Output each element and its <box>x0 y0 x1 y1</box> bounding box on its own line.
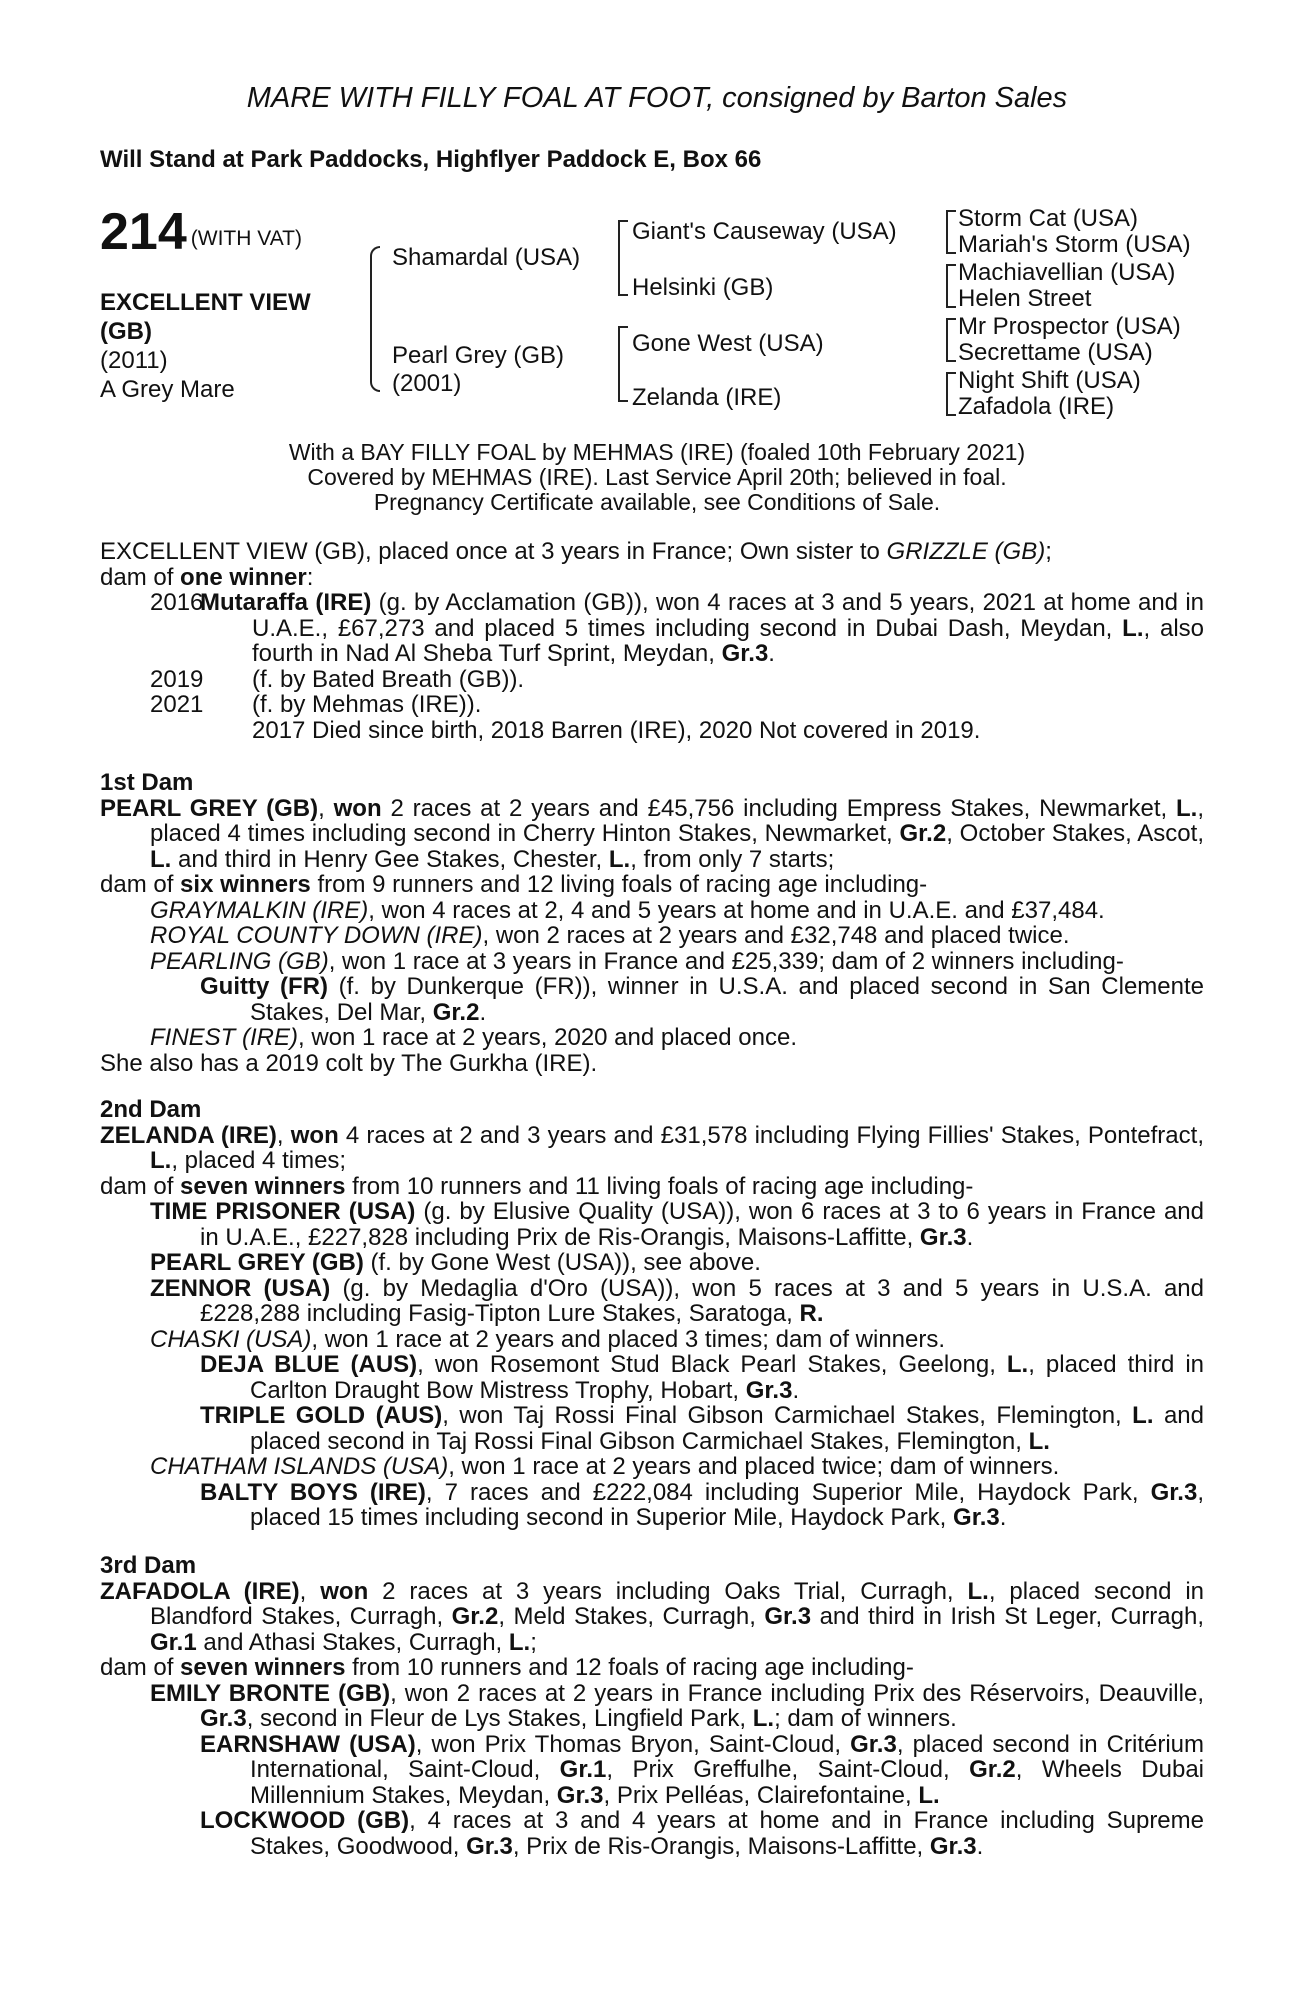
produce-entry: TRIPLE GOLD (AUS), won Taj Rossi Final Gibson Carmichael Stakes, Flemington, L. and placed second in Taj Rossi Final Gibson Carmichael Stakes, Flemington, L. <box>200 1402 1204 1455</box>
produce-entry: ZENNOR (USA) (g. by Medaglia d'Oro (USA)), won 5 races at 3 and 5 years in U.S.A. and £228,288 including Fasig-Tipton Lure Stakes, Saratoga, R. <box>150 1274 1205 1327</box>
produce-entry: EARNSHAW (USA), won Prix Thomas Bryon, Saint-Cloud, Gr.3, placed second in Critérium International, Saint-Cloud, Gr.1, Prix Greffulhe, Saint-Cloud, Gr.2, Wheels Dubai Millennium Stakes, Meydan, Gr.3, Prix Pelléas, Clairefontaine, L. <box>200 1730 1205 1809</box>
page-title: MARE WITH FILLY FOAL AT FOOT, consigned by Barton Sales <box>246 82 1068 114</box>
pedigree-brace <box>618 326 628 402</box>
dam-produce-summary: dam of six winners from 9 runners and 12 living foals of racing age including- <box>100 871 928 898</box>
mare-produce-summary: dam of one winner: <box>100 563 314 591</box>
section-heading: 1st Dam <box>100 769 194 796</box>
horse-year: (2011) <box>100 347 168 374</box>
pedigree-sire: Shamardal (USA) <box>392 244 581 271</box>
produce-entry: CHATHAM ISLANDS (USA), won 1 race at 2 years and placed twice; dam of winners. <box>150 1453 1060 1480</box>
dam-produce-summary: dam of seven winners from 10 runners and 12 foals of racing age including- <box>100 1654 914 1681</box>
first-dam-section <box>100 770 1204 1076</box>
pedigree-brace <box>946 264 956 308</box>
second-dam-section <box>100 1097 1204 1531</box>
pedigree-sds: Machiavellian (USA) <box>958 259 1176 286</box>
pedigree-sire-dam: Helsinki (GB) <box>632 274 774 301</box>
pedigree-brace <box>946 318 956 362</box>
foal-line: With a BAY FILLY FOAL by MEHMAS (IRE) (foaled 10th February 2021) <box>288 439 1026 465</box>
produce-entry: PEARL GREY (GB) (f. by Gone West (USA)), see above. <box>150 1249 761 1276</box>
produce-entry: BALTY BOYS (IRE), 7 races and £222,084 including Superior Mile, Haydock Park, Gr.3, placed 15 times including second in Superior Mile, Haydock Park, Gr.3. <box>200 1478 1204 1531</box>
pedigree-dam: Pearl Grey (GB) <box>392 342 565 369</box>
pedigree-brace <box>946 372 956 416</box>
foal-info <box>0 440 1314 515</box>
dam-record: PEARL GREY (GB), won 2 races at 2 years and £45,756 including Empress Stakes, Newmarket, L., placed 4 times including second in Cherry Hinton Stakes, Newmarket, Gr.2, October Stakes, Ascot, L. and third in Henry Gee Stakes, Chester, L., from only 7 starts; <box>100 794 1204 873</box>
cover-line: Covered by MEHMAS (IRE). Last Service April 20th; believed in foal. <box>307 464 1007 490</box>
produce-entry: TIME PRISONER (USA) (g. by Elusive Quality (USA)), won 6 races at 3 to 6 years in France and in U.A.E., £227,828 including Prix de Ris-Orangis, Maisons-Laffitte, Gr.3. <box>150 1198 1204 1251</box>
stand-location: Will Stand at Park Paddocks, Highflyer Paddock E, Box 66 <box>100 146 762 173</box>
produce-entry: 2021 (f. by Mehmas (IRE)). <box>150 691 482 718</box>
produce-entry: FINEST (IRE), won 1 race at 2 years, 2020 and placed once. <box>150 1024 797 1051</box>
mare-record <box>100 539 1204 743</box>
pedigree-brace <box>946 210 956 254</box>
produce-entry: PEARLING (GB), won 1 race at 3 years in France and £25,339; dam of 2 winners including- <box>150 947 1124 975</box>
pedigree-ssd: Mariah's Storm (USA) <box>958 231 1191 258</box>
dam-record: ZELANDA (IRE), won 4 races at 2 and 3 years and £31,578 including Flying Fillies' Stakes, Pontefract, L., placed 4 times; <box>100 1121 1204 1174</box>
horse-country: (GB) <box>100 318 152 345</box>
pedigree-sdd: Helen Street <box>958 285 1092 312</box>
pedigree-dam-sire: Gone West (USA) <box>632 330 824 357</box>
pedigree-brace <box>618 220 628 296</box>
lot-number: 214 <box>100 203 187 261</box>
pedigree-dam-dam: Zelanda (IRE) <box>632 384 782 411</box>
dam-record: ZAFADOLA (IRE), won 2 races at 3 years including Oaks Trial, Curragh, L., placed second in Blandford Stakes, Curragh, Gr.2, Meld Stakes, Curragh, Gr.3 and third in Irish St Leger, Curragh, Gr.1 and Athasi Stakes, Curragh, L.; <box>100 1577 1205 1656</box>
pedigree-dss: Mr Prospector (USA) <box>958 313 1181 340</box>
horse-description: A Grey Mare <box>100 376 235 403</box>
lot-block <box>100 203 400 404</box>
produce-entry: 2016 Mutaraffa (IRE) (g. by Acclamation (GB)), won 4 races at 3 and 5 years, 2021 at home and in U.A.E., £67,273 and placed 5 times including second in Dubai Dash, Meydan, L., also fourth in Nad Al Sheba Turf Sprint, Meydan, Gr.3. <box>150 589 1205 667</box>
section-heading: 3rd Dam <box>100 1552 197 1579</box>
vat-label: (WITH VAT) <box>190 227 302 250</box>
dam-produce-summary: dam of seven winners from 10 runners and 11 living foals of racing age including- <box>100 1172 974 1200</box>
mare-summary: EXCELLENT VIEW (GB), placed once at 3 years in France; Own sister to GRIZZLE (GB); <box>100 538 1052 565</box>
pedigree-dam-year: (2001) <box>392 370 462 397</box>
pedigree-brace <box>370 246 380 392</box>
produce-entry: GRAYMALKIN (IRE), won 4 races at 2, 4 and 5 years at home and in U.A.E. and £37,484. <box>150 896 1105 924</box>
produce-entry: CHASKI (USA), won 1 race at 2 years and placed 3 times; dam of winners. <box>150 1325 946 1353</box>
produce-entry: ROYAL COUNTY DOWN (IRE), won 2 races at 2 years and £32,748 and placed twice. <box>150 922 1070 949</box>
pedigree-dds: Night Shift (USA) <box>958 367 1141 394</box>
pedigree-ddd: Zafadola (IRE) <box>958 393 1115 420</box>
produce-entry: DEJA BLUE (AUS), won Rosemont Stud Black Pearl Stakes, Geelong, L., placed third in Carlton Draught Bow Mistress Trophy, Hobart, Gr.3. <box>200 1351 1205 1404</box>
pregnancy-line: Pregnancy Certificate available, see Conditions of Sale. <box>373 489 941 515</box>
produce-entry: EMILY BRONTE (GB), won 2 races at 2 years in France including Prix des Réservoirs, Deauville, Gr.3, second in Fleur de Lys Stakes, Lingfield Park, L.; dam of winners. <box>150 1679 1204 1732</box>
pedigree-sire-sire: Giant's Causeway (USA) <box>632 218 897 245</box>
produce-note: 2017 Died since birth, 2018 Barren (IRE), 2020 Not covered in 2019. <box>252 716 981 744</box>
produce-entry: Guitty (FR) (f. by Dunkerque (FR)), winner in U.S.A. and placed second in San Clemente Stakes, Del Mar, Gr.2. <box>200 973 1204 1026</box>
horse-name: EXCELLENT VIEW <box>100 289 311 316</box>
dam-note: She also has a 2019 colt by The Gurkha (IRE). <box>100 1049 598 1077</box>
pedigree-sss: Storm Cat (USA) <box>958 205 1139 232</box>
pedigree-dsd: Secrettame (USA) <box>958 339 1153 366</box>
produce-entry: LOCKWOOD (GB), 4 races at 3 and 4 years at home and in France including Supreme Stakes, Goodwood, Gr.3, Prix de Ris-Orangis, Maisons-Laffitte, Gr.3. <box>200 1807 1204 1860</box>
section-heading: 2nd Dam <box>100 1096 202 1123</box>
produce-entry: 2019 (f. by Bated Breath (GB)). <box>150 665 525 693</box>
third-dam-section <box>100 1553 1204 1859</box>
